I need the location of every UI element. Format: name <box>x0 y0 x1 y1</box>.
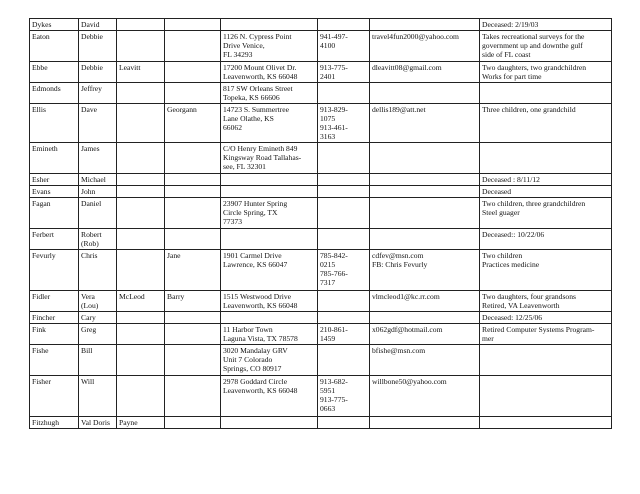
spouse-name-cell: Jane <box>165 250 221 291</box>
first-name-cell: Will <box>79 376 117 417</box>
email-cell <box>370 312 480 324</box>
phone-cell <box>318 376 370 417</box>
phone-line: 2401 <box>320 72 336 81</box>
notes-line: Deceased <box>482 187 512 196</box>
address-line: see, FL 32301 <box>223 162 266 171</box>
address-cell <box>221 345 318 376</box>
phone-line: 210-861- <box>320 325 348 334</box>
email-cell <box>370 83 480 104</box>
phone-line: 0215 <box>320 260 336 269</box>
address-cell <box>221 62 318 83</box>
email-cell <box>370 174 480 186</box>
table-row <box>30 324 612 345</box>
notes-line: Deceased : 8/11/12 <box>482 175 540 184</box>
notes-cell <box>480 229 612 250</box>
notes-cell <box>480 19 612 31</box>
phone-line: 5951 <box>320 386 336 395</box>
address-line: Leavenworth, KS 66048 <box>223 72 298 81</box>
email-cell <box>370 31 480 62</box>
address-line: 23907 Hunter Spring <box>223 199 288 208</box>
email-cell <box>370 19 480 31</box>
last-name-cell: Fitzhugh <box>30 417 79 429</box>
email-cell <box>370 345 480 376</box>
address-line: 66062 <box>223 123 242 132</box>
last-name-cell: Ebbe <box>30 62 79 83</box>
address-cell <box>221 174 318 186</box>
first-name-cell: Bill <box>79 345 117 376</box>
phone-line: 1075 <box>320 114 336 123</box>
address-line: 3020 Mandalay GRV <box>223 346 288 355</box>
table-row <box>30 174 612 186</box>
address-cell <box>221 417 318 429</box>
middle-name-cell: Payne <box>117 417 165 429</box>
phone-cell <box>318 19 370 31</box>
notes-line: Retired Computer Systems Program- <box>482 325 595 334</box>
middle-name-cell: McLeod <box>117 291 165 312</box>
spouse-name-cell <box>165 345 221 376</box>
middle-name-cell: Leavitt <box>117 62 165 83</box>
email-cell <box>370 417 480 429</box>
address-cell <box>221 229 318 250</box>
middle-name-cell <box>117 324 165 345</box>
spouse-name-cell <box>165 376 221 417</box>
email-line: dleavitt08@gmail.com <box>372 63 442 72</box>
address-line: Leavenworth, KS 66048 <box>223 386 298 395</box>
last-name-cell: Fagan <box>30 198 79 229</box>
email-cell <box>370 324 480 345</box>
table-row <box>30 345 612 376</box>
notes-cell <box>480 174 612 186</box>
phone-cell <box>318 291 370 312</box>
address-line: Unit 7 Colorado <box>223 355 273 364</box>
notes-line: Deceased: 12/25/06 <box>482 313 543 322</box>
last-name-cell: Fink <box>30 324 79 345</box>
phone-line: 785-842- <box>320 251 348 260</box>
middle-name-cell <box>117 83 165 104</box>
address-line: Circle Spring, TX <box>223 208 278 217</box>
notes-cell <box>480 312 612 324</box>
last-name-cell: Ferbert <box>30 229 79 250</box>
table-row <box>30 291 612 312</box>
notes-cell <box>480 143 612 174</box>
address-line: 14723 S. Summertree <box>223 105 290 114</box>
spouse-name-cell <box>165 198 221 229</box>
phone-cell <box>318 417 370 429</box>
first-name-cell: Val Doris <box>79 417 117 429</box>
table-row <box>30 31 612 62</box>
notes-line: Two children, three grandchildren <box>482 199 586 208</box>
middle-name-cell <box>117 143 165 174</box>
spouse-name-cell <box>165 62 221 83</box>
first-name-cell: Debbie <box>79 31 117 62</box>
contact-table <box>29 18 612 429</box>
phone-line: 1459 <box>320 334 336 343</box>
table-row <box>30 62 612 83</box>
email-line: vlmcleod1@kc.rr.com <box>372 292 440 301</box>
notes-line: Retired, VA Leavenworth <box>482 301 560 310</box>
email-cell <box>370 250 480 291</box>
address-line: 2978 Goddard Circle <box>223 377 288 386</box>
email-cell <box>370 229 480 250</box>
table-row <box>30 229 612 250</box>
address-cell <box>221 31 318 62</box>
address-cell <box>221 291 318 312</box>
address-cell <box>221 83 318 104</box>
notes-cell <box>480 31 612 62</box>
email-line: travel4fun2000@yahoo.com <box>372 32 459 41</box>
spouse-name-cell <box>165 186 221 198</box>
phone-cell <box>318 83 370 104</box>
address-line: 1515 Westwood Drive <box>223 292 292 301</box>
contact-rows <box>30 19 612 429</box>
spouse-name-cell <box>165 417 221 429</box>
email-line: FB: Chris Fevurly <box>372 260 428 269</box>
first-name-cell: Cary <box>79 312 117 324</box>
spouse-name-cell <box>165 312 221 324</box>
phone-line: 3163 <box>320 132 336 141</box>
address-line: 17200 Mount Olivet Dr. <box>223 63 297 72</box>
last-name-cell: Ellis <box>30 104 79 143</box>
phone-cell <box>318 229 370 250</box>
address-cell <box>221 186 318 198</box>
table-row <box>30 104 612 143</box>
phone-cell <box>318 143 370 174</box>
middle-name-cell <box>117 104 165 143</box>
address-line: Lawrence, KS 66047 <box>223 260 288 269</box>
phone-cell <box>318 250 370 291</box>
address-line: C/O Henry Emineth 849 <box>223 144 298 153</box>
address-cell <box>221 324 318 345</box>
address-cell <box>221 250 318 291</box>
address-line: Springs, CO 80917 <box>223 364 282 373</box>
address-line: FL 34293 <box>223 50 253 59</box>
phone-cell <box>318 174 370 186</box>
table-row <box>30 250 612 291</box>
notes-cell <box>480 198 612 229</box>
notes-line: Three children, one grandchild <box>482 105 576 114</box>
phone-cell <box>318 345 370 376</box>
email-cell <box>370 291 480 312</box>
email-line: bfishe@msn.com <box>372 346 426 355</box>
address-line: Lane Olathe, KS <box>223 114 274 123</box>
middle-name-cell <box>117 345 165 376</box>
notes-line: Deceased: 2/19/03 <box>482 20 539 29</box>
notes-cell <box>480 417 612 429</box>
email-cell <box>370 104 480 143</box>
address-cell <box>221 312 318 324</box>
address-cell <box>221 198 318 229</box>
middle-name-cell <box>117 174 165 186</box>
middle-name-cell <box>117 312 165 324</box>
notes-line: government up and downthe gulf <box>482 41 583 50</box>
address-cell <box>221 104 318 143</box>
first-name-cell: Robert (Rob) <box>79 229 117 250</box>
phone-line: 7317 <box>320 278 336 287</box>
last-name-cell: Emineth <box>30 143 79 174</box>
spouse-name-cell <box>165 324 221 345</box>
first-name-cell: Michael <box>79 174 117 186</box>
email-cell <box>370 186 480 198</box>
middle-name-cell <box>117 19 165 31</box>
middle-name-cell <box>117 31 165 62</box>
spouse-name-cell <box>165 19 221 31</box>
email-line: x062gdf@hotmail.com <box>372 325 443 334</box>
first-name-cell: David <box>79 19 117 31</box>
address-line: Topeka, KS 66606 <box>223 93 280 102</box>
first-name-cell: Vera (Lou) <box>79 291 117 312</box>
address-line: 1126 N. Cypress Point <box>223 32 292 41</box>
middle-name-cell <box>117 250 165 291</box>
spouse-name-cell: Georgann <box>165 104 221 143</box>
last-name-cell: Esher <box>30 174 79 186</box>
email-line: cdfev@msn.com <box>372 251 424 260</box>
first-name-cell: Daniel <box>79 198 117 229</box>
spouse-name-cell <box>165 143 221 174</box>
email-cell <box>370 376 480 417</box>
notes-line: Two daughters, two grandchildren <box>482 63 587 72</box>
notes-line: Practices medicine <box>482 260 540 269</box>
address-line: Drive Venice, <box>223 41 265 50</box>
notes-cell <box>480 324 612 345</box>
phone-line: 913-775- <box>320 395 348 404</box>
notes-cell <box>480 104 612 143</box>
table-row <box>30 417 612 429</box>
notes-line: Takes recreational surveys for the <box>482 32 585 41</box>
table-row <box>30 376 612 417</box>
table-row <box>30 19 612 31</box>
email-cell <box>370 62 480 83</box>
notes-cell <box>480 376 612 417</box>
phone-line: 913-775- <box>320 63 348 72</box>
notes-line: Two children <box>482 251 523 260</box>
phone-cell <box>318 62 370 83</box>
email-line: willbone50@yahoo.com <box>372 377 447 386</box>
table-row <box>30 312 612 324</box>
middle-name-cell <box>117 186 165 198</box>
phone-cell <box>318 31 370 62</box>
last-name-cell: Fisher <box>30 376 79 417</box>
notes-cell <box>480 291 612 312</box>
address-cell <box>221 19 318 31</box>
address-line: Leavenworth, KS 66048 <box>223 301 298 310</box>
phone-line: 785-766- <box>320 269 348 278</box>
email-cell <box>370 143 480 174</box>
spouse-name-cell <box>165 31 221 62</box>
email-line: dellis189@att.net <box>372 105 426 114</box>
address-line: 11 Harbor Town <box>223 325 273 334</box>
notes-cell <box>480 345 612 376</box>
middle-name-cell <box>117 229 165 250</box>
address-line: 1901 Carmel Drive <box>223 251 282 260</box>
notes-line: Works for part time <box>482 72 542 81</box>
spouse-name-cell <box>165 174 221 186</box>
first-name-cell: Debbie <box>79 62 117 83</box>
table-row <box>30 143 612 174</box>
address-cell <box>221 143 318 174</box>
last-name-cell: Edmonds <box>30 83 79 104</box>
table-row <box>30 198 612 229</box>
last-name-cell: Fishe <box>30 345 79 376</box>
phone-line: 0663 <box>320 404 336 413</box>
notes-cell <box>480 83 612 104</box>
notes-line: Steel guager <box>482 208 520 217</box>
last-name-cell: Dykes <box>30 19 79 31</box>
address-line: Kingsway Road Tallahas- <box>223 153 302 162</box>
phone-line: 941-497- <box>320 32 348 41</box>
address-line: 817 SW Orleans Street <box>223 84 293 93</box>
last-name-cell: Evans <box>30 186 79 198</box>
last-name-cell: Fincher <box>30 312 79 324</box>
notes-cell <box>480 250 612 291</box>
first-name-cell: John <box>79 186 117 198</box>
first-name-cell: Chris <box>79 250 117 291</box>
last-name-cell: Fidler <box>30 291 79 312</box>
middle-name-cell <box>117 198 165 229</box>
spouse-name-cell: Barry <box>165 291 221 312</box>
notes-cell <box>480 186 612 198</box>
table-row <box>30 186 612 198</box>
phone-line: 913-461- <box>320 123 348 132</box>
phone-line: 913-829- <box>320 105 348 114</box>
address-line: 77373 <box>223 217 242 226</box>
address-cell <box>221 376 318 417</box>
spouse-name-cell <box>165 83 221 104</box>
notes-line: Deceased:: 10/22/06 <box>482 230 545 239</box>
last-name-cell: Eaton <box>30 31 79 62</box>
notes-cell <box>480 62 612 83</box>
phone-cell <box>318 312 370 324</box>
first-name-cell: Dave <box>79 104 117 143</box>
middle-name-cell <box>117 376 165 417</box>
phone-cell <box>318 186 370 198</box>
first-name-cell: Greg <box>79 324 117 345</box>
first-name-cell: Jeffrey <box>79 83 117 104</box>
notes-line: Two daughters, four grandsons <box>482 292 576 301</box>
phone-line: 913-682- <box>320 377 348 386</box>
email-cell <box>370 198 480 229</box>
notes-line: side of FL coast <box>482 50 531 59</box>
phone-cell <box>318 324 370 345</box>
first-name-cell: James <box>79 143 117 174</box>
spouse-name-cell <box>165 229 221 250</box>
table-row <box>30 83 612 104</box>
phone-cell <box>318 198 370 229</box>
phone-cell <box>318 104 370 143</box>
phone-line: 4100 <box>320 41 336 50</box>
last-name-cell: Fevurly <box>30 250 79 291</box>
notes-line: mer <box>482 334 494 343</box>
address-line: Laguna Vista, TX 78578 <box>223 334 298 343</box>
